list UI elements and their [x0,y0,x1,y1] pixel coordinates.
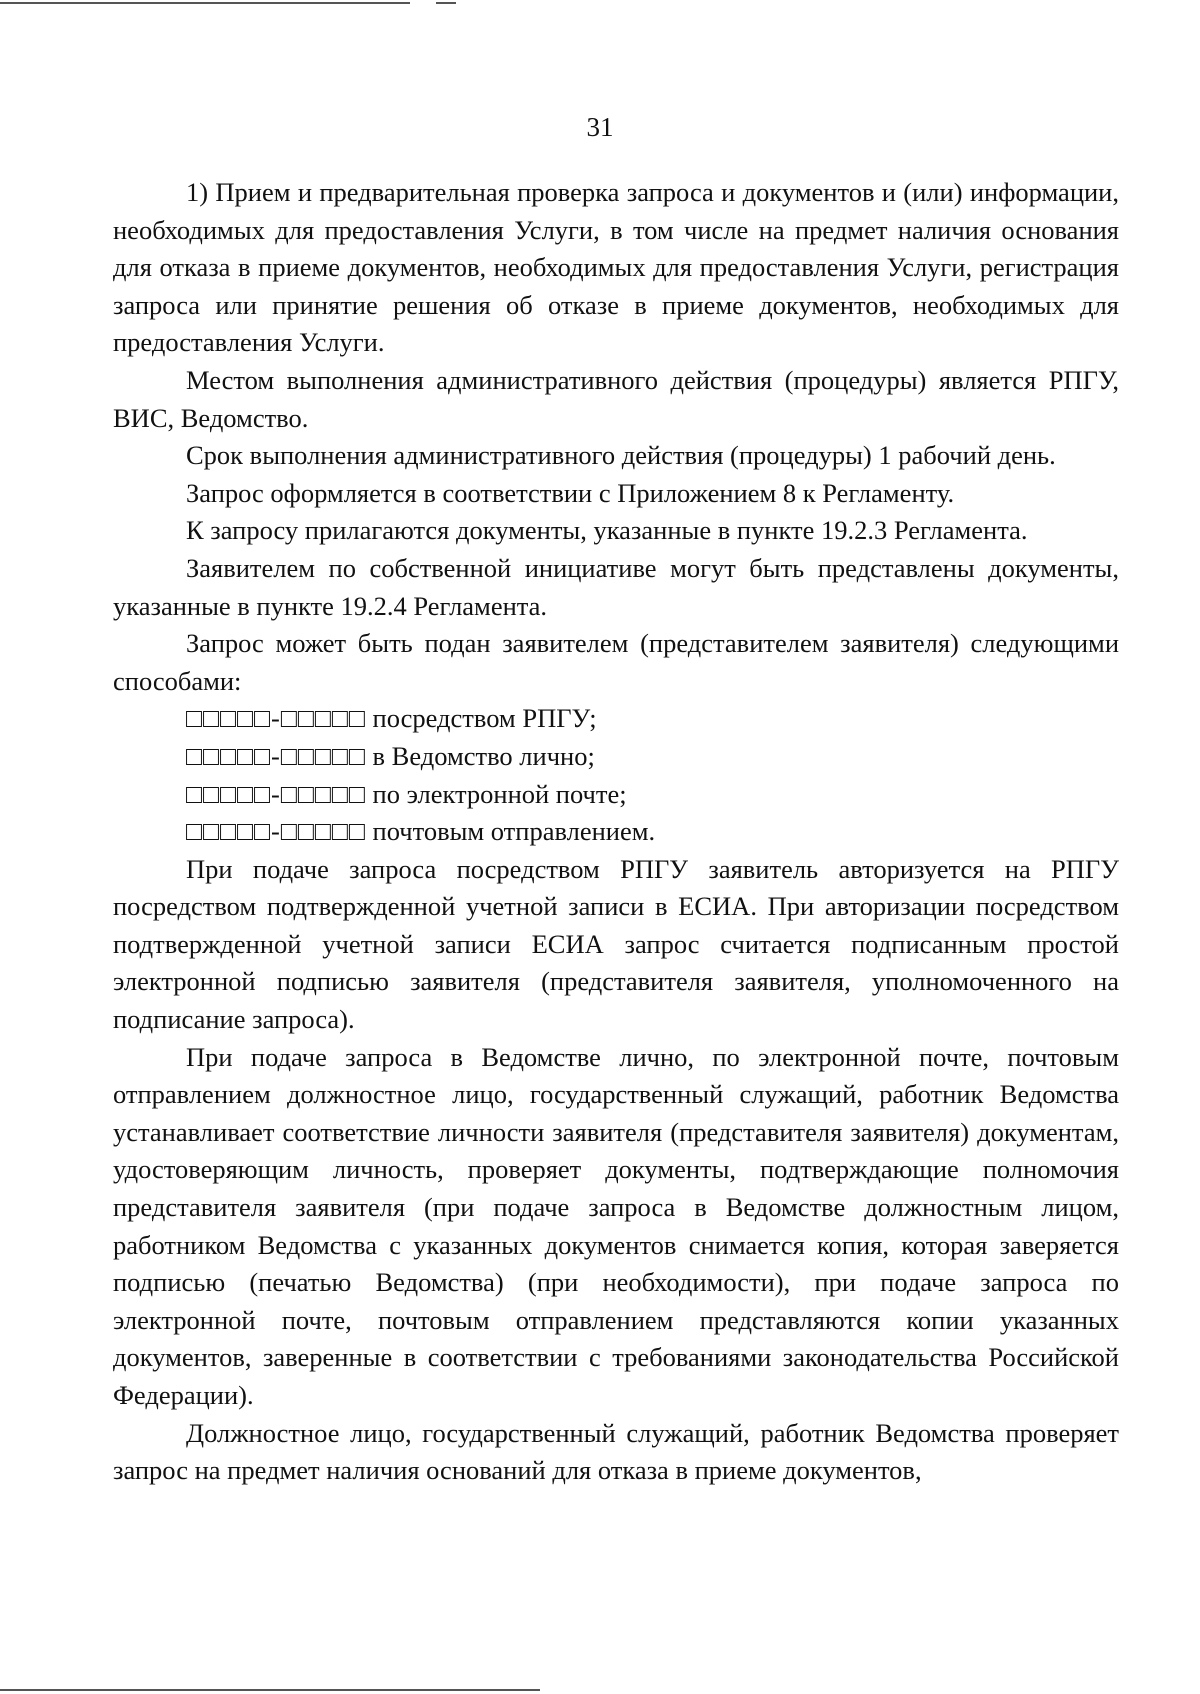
list-item [113,700,1119,738]
list-marker: □□□□□-□□□□□ [186,740,366,771]
scan-edge-mark-top [436,2,456,4]
paragraph-rpgu-authorization: При подаче запроса посредством РПГУ заявитель авторизуется на РПГУ посредством подтвержденной учетной записи в ЕСИА. При авторизации посредством подтвержденной учетной записи ЕСИА запрос считается подписанным простой электронной подписью заявителя (представителя заявителя, уполномоченного на подписание запроса). [113,853,1119,1035]
list-marker: □□□□□-□□□□□ [186,816,366,847]
paragraph-attachments: К запросу прилагаются документы, указанные в пункте 19.2.3 Регламента. [186,515,1028,546]
paragraph-in-person-submission: При подаче запроса в Ведомстве лично, по электронной почте, почтовым отправлением должностное лицо, государственный служащий, работник Ведомства устанавливает соответствие личности заявителя (представителя заявителя) документам, удостоверяющим личность, проверяет документы, подтверждающие полномочия представителя заявителя (при подаче запроса в Ведомстве должностным лицом, работником Ведомства с указанных документов снимается копия, которая заверяется подписью (печатью Ведомства) (при необходимости), при подаче запроса по электронной почте, почтовым отправлением представляются копии указанных документов, заверенные в соответствии с требованиями законодательства Российской Федерации). [113,1041,1119,1410]
paragraph-place: Местом выполнения административного действия (процедуры) является РПГУ, ВИС, Ведомство. [113,364,1119,433]
list-item [113,776,1119,814]
scan-edge-line-top [0,2,410,4]
scan-edge-line-bottom [0,1689,540,1691]
list-marker: □□□□□-□□□□□ [186,703,366,734]
list-item [113,738,1119,776]
list-marker: □□□□□-□□□□□ [186,778,366,809]
paragraph-submission-methods: Запрос может быть подан заявителем (представителем заявителя) следующими способами: [113,628,1119,696]
list-item-text: почтовым отправлением. [372,816,656,847]
paragraph-request-form: Запрос оформляется в соответствии с Приложением 8 к Регламенту. [186,477,955,508]
document-body [113,174,1119,1490]
list-item-text: по электронной почте; [372,778,627,809]
paragraph-procedure-1: 1) Прием и предварительная проверка запроса и документов и (или) информации, необходимых для предоставления Услуги, в том числе на предмет наличия основания для отказа в приеме документов, необходимых для предоставления Услуги, регистрация запроса или принятие решения об отказе в приеме документов, необходимых для предоставления Услуги. [113,177,1119,358]
page-number: 31 [586,112,614,142]
paragraph-official-check: Должностное лицо, государственный служащий, работник Ведомства проверяет запрос на предмет наличия оснований для отказа в приеме документов, [113,1417,1119,1486]
paragraph-own-initiative: Заявителем по собственной инициативе могут быть представлены документы, указанные в пункте 19.2.4 Регламента. [113,552,1119,621]
list-item [113,813,1119,851]
list-item-text: посредством РПГУ; [372,703,597,734]
list-item-text: в Ведомство лично; [372,740,595,771]
paragraph-term: Срок выполнения административного действия (процедуры) 1 рабочий день. [186,440,1056,471]
